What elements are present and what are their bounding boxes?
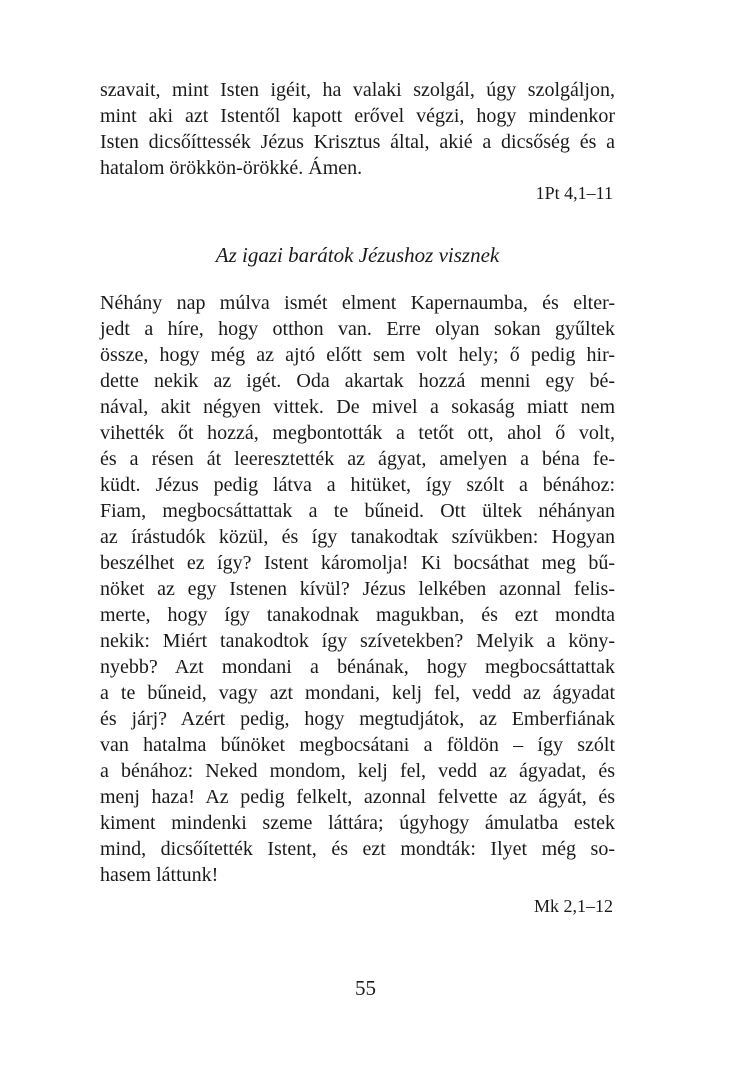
scripture-reference: Mk 2,1–12 bbox=[533, 896, 613, 916]
scripture-reference: 1Pt 4,1–11 bbox=[535, 183, 613, 203]
text-line: a bénához: Neked mondom, kelj fel, vedd az ágyadat, és bbox=[100, 760, 615, 782]
text-line: és a résen át leeresztették az ágyat, amelyen a béna fe- bbox=[100, 448, 615, 470]
section-heading: Az igazi barátok Jézushoz visznek bbox=[215, 243, 500, 267]
text-line: mind, dicsőítették Istent, és ezt mondták: Ilyet még so- bbox=[100, 838, 615, 860]
text-line: dette nekik az igét. Oda akartak hozzá menni egy bé- bbox=[100, 370, 615, 392]
text-line: Fiam, megbocsáttattak a te bűneid. Ott ültek néhányan bbox=[100, 500, 615, 522]
text-line: szavait, mint Isten igéit, ha valaki szolgál, úgy szolgáljon, bbox=[100, 79, 615, 101]
text-line: hatalom örökkön-örökké. Ámen. bbox=[100, 157, 363, 179]
text-line: hasem láttunk! bbox=[100, 864, 219, 886]
text-line: menj haza! Az pedig felkelt, azonnal felvette az ágyát, és bbox=[100, 786, 615, 808]
text-line: Néhány nap múlva ismét elment Kapernaumba, és elter- bbox=[100, 292, 615, 314]
text-line: mint aki azt Istentől kapott erővel végzi, hogy mindenkor bbox=[100, 105, 615, 127]
text-line: nyebb? Azt mondani a bénának, hogy megbocsáttattak bbox=[100, 656, 615, 678]
text-line: nöket az egy Istenen kívül? Jézus lelkében azonnal felis- bbox=[100, 578, 615, 600]
text-line: össze, hogy még az ajtó előtt sem volt hely; ő pedig hir- bbox=[100, 344, 615, 366]
text-line: nekik: Miért tanakodtok így szívetekben? Melyik a köny- bbox=[100, 630, 615, 652]
text-line: Isten dicsőíttessék Jézus Krisztus által, akié a dicsőség és a bbox=[100, 131, 615, 153]
text-line: merte, hogy így tanakodnak magukban, és ezt mondta bbox=[100, 604, 615, 626]
text-line: beszélhet ez így? Istent káromolja! Ki bocsáthat meg bű- bbox=[100, 552, 615, 574]
text-line: nával, akit négyen vittek. De mivel a sokaság miatt nem bbox=[100, 396, 615, 418]
text-line: a te bűneid, vagy azt mondani, kelj fel, vedd az ágyadat bbox=[100, 682, 615, 704]
text-line: az írástudók közül, és így tanakodtak szívükben: Hogyan bbox=[100, 526, 615, 548]
page-number: 55 bbox=[355, 976, 376, 1000]
text-line: küdt. Jézus pedig látva a hitüket, így szólt a bénához: bbox=[100, 474, 615, 496]
text-line: és járj? Azért pedig, hogy megtudjátok, az Emberfiának bbox=[100, 708, 615, 730]
text-line: vihették őt hozzá, megbontották a tetőt ott, ahol ő volt, bbox=[100, 422, 615, 444]
text-line: van hatalma bűnöket megbocsátani a földön – így szólt bbox=[100, 734, 615, 756]
text-line: jedt a híre, hogy otthon van. Erre olyan sokan gyűltek bbox=[100, 318, 615, 340]
text-line: kiment mindenki szeme láttára; úgyhogy ámulatba estek bbox=[100, 812, 615, 834]
